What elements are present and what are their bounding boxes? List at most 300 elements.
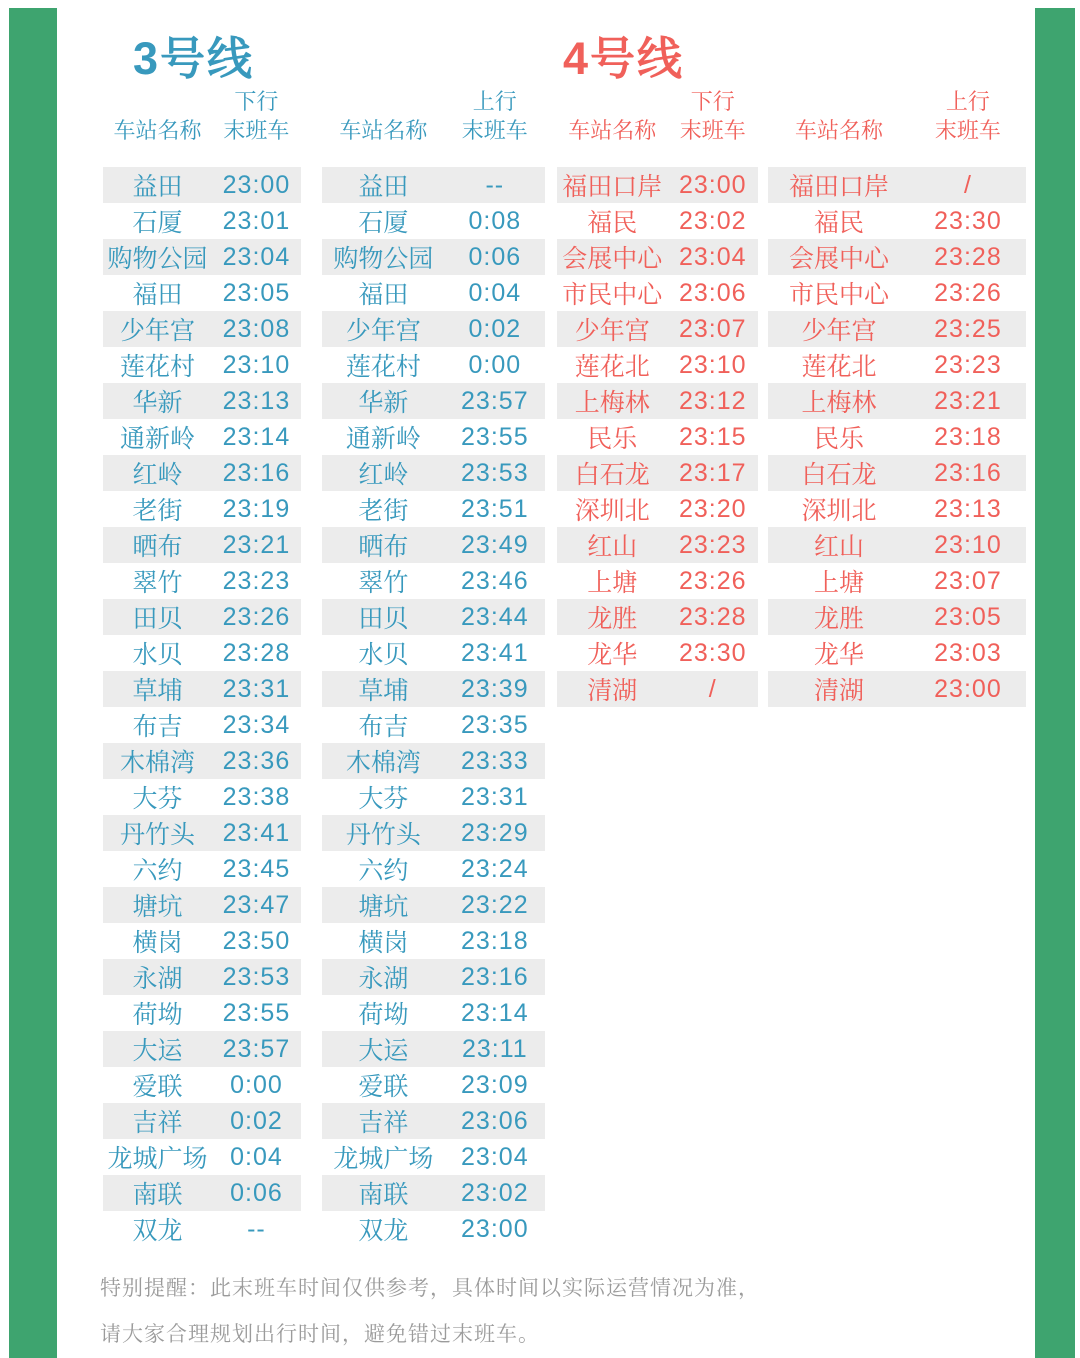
last-train-time: 23:04: [678, 242, 747, 271]
table-row: [768, 167, 1026, 203]
line4-down-table: [557, 85, 758, 707]
station-name: 上梅林: [801, 389, 877, 417]
table-row: [557, 311, 758, 347]
line4-up-table: [768, 85, 1026, 707]
station-name: 爱联: [358, 1073, 409, 1101]
last-train-time: 23:00: [678, 170, 747, 199]
station-name: 双龙: [358, 1217, 409, 1245]
station-name: 六约: [132, 857, 183, 885]
station-name: 莲花北: [574, 353, 650, 381]
station-column-header: 车站名称: [568, 117, 657, 143]
station-name: 龙胜: [813, 605, 864, 633]
table-row: [557, 419, 758, 455]
rows-container: [768, 167, 1026, 707]
line3-up-table: [322, 85, 545, 1247]
table-row: [322, 1031, 545, 1067]
last-train-time: 23:23: [222, 566, 291, 595]
last-train-time: 23:12: [678, 386, 747, 415]
last-train-time: 0:02: [230, 1106, 283, 1135]
table-row: [557, 635, 758, 671]
last-train-time: 23:41: [222, 818, 291, 847]
station-name: 丹竹头: [345, 821, 421, 849]
station-name: 横岗: [132, 929, 183, 957]
table-row: [103, 779, 301, 815]
direction-label: 下行: [234, 88, 279, 114]
table-row: [768, 239, 1026, 275]
station-name: 丹竹头: [119, 821, 195, 849]
last-train-time: 23:11: [461, 1034, 528, 1063]
station-name: 益田: [358, 173, 409, 201]
last-train-time: 23:44: [461, 602, 529, 631]
station-name: 六约: [358, 857, 409, 885]
last-train-time: 23:04: [461, 1142, 529, 1171]
last-train-time: 23:17: [678, 458, 747, 487]
last-train-time: 23:34: [222, 710, 291, 739]
last-train-time: 0:06: [230, 1178, 283, 1207]
station-name: 少年宫: [345, 317, 421, 345]
table-row: [768, 527, 1026, 563]
station-name: 水贝: [132, 641, 183, 669]
table-row: [103, 239, 301, 275]
last-train-time: 23:05: [222, 278, 291, 307]
last-train-time: 23:18: [934, 422, 1002, 451]
station-name: 市民中心: [562, 281, 663, 309]
line3-title: 3号线: [133, 33, 255, 84]
footer-notice-line2: 请大家合理规划出行时间，避免错过末班车。: [100, 1323, 540, 1346]
table-row: [557, 563, 758, 599]
station-name: 翠竹: [132, 569, 183, 597]
last-train-time: --: [247, 1214, 266, 1243]
table-row: [322, 1211, 545, 1247]
last-train-time: 23:04: [222, 242, 291, 271]
last-train-time: 23:53: [222, 962, 291, 991]
last-train-time: 23:16: [934, 458, 1002, 487]
station-name: 老街: [132, 497, 183, 525]
lasttrain-column-header: 末班车: [934, 117, 1001, 143]
station-name: 大芬: [132, 785, 183, 813]
table-header: [768, 85, 1026, 155]
last-train-time: 23:57: [461, 386, 529, 415]
last-train-time: 23:22: [461, 890, 529, 919]
station-name: 会展中心: [562, 245, 663, 273]
station-name: 少年宫: [801, 317, 877, 345]
station-name: 上塘: [813, 569, 864, 597]
station-name: 吉祥: [358, 1109, 409, 1137]
table-row: [768, 671, 1026, 707]
last-train-time: 23:39: [461, 674, 529, 703]
last-train-time: 23:30: [934, 206, 1002, 235]
last-train-time: 23:05: [934, 602, 1002, 631]
table-row: [322, 203, 545, 239]
lasttrain-column-header: 末班车: [461, 117, 528, 143]
last-train-time: 23:26: [678, 566, 747, 595]
last-train-time: 0:02: [468, 314, 522, 343]
rows-container: [103, 167, 301, 1247]
table-row: [768, 455, 1026, 491]
station-name: 福田: [358, 281, 409, 309]
green-border-left: [9, 8, 57, 1358]
table-row: [103, 815, 301, 851]
station-name: 深圳北: [801, 497, 877, 525]
footer-notice: [100, 1266, 960, 1358]
last-train-time: 23:16: [222, 458, 291, 487]
table-header: [322, 85, 545, 155]
table-row: [103, 383, 301, 419]
station-name: 福民: [813, 209, 864, 237]
last-train-time: 23:13: [222, 386, 291, 415]
station-name: 水贝: [358, 641, 409, 669]
last-train-time: 23:08: [222, 314, 291, 343]
last-train-time: 23:21: [934, 386, 1002, 415]
station-name: 购物公园: [107, 245, 208, 273]
table-row: [557, 455, 758, 491]
station-name: 大运: [358, 1037, 409, 1065]
last-train-time: 23:38: [222, 782, 291, 811]
last-train-time: 23:01: [222, 206, 291, 235]
station-name: 红岭: [132, 461, 183, 489]
station-name: 上梅林: [574, 389, 650, 417]
station-name: 红山: [813, 533, 864, 561]
last-train-time: 23:19: [222, 494, 291, 523]
table-row: [322, 923, 545, 959]
table-row: [103, 1031, 301, 1067]
station-name: 清湖: [813, 677, 864, 705]
station-name: 白石龙: [801, 461, 877, 489]
direction-label: 上行: [945, 88, 990, 114]
last-train-time: /: [708, 674, 717, 703]
station-name: 石厦: [358, 209, 409, 237]
station-name: 草埔: [132, 677, 183, 705]
last-train-time: 23:25: [934, 314, 1002, 343]
station-name: 购物公园: [333, 245, 434, 273]
station-name: 清湖: [587, 677, 638, 705]
table-row: [322, 599, 545, 635]
last-train-time: 23:02: [678, 206, 747, 235]
table-row: [103, 275, 301, 311]
table-row: [557, 671, 758, 707]
station-name: 龙城广场: [107, 1145, 208, 1173]
table-row: [322, 275, 545, 311]
footer-notice-line1: 特别提醒：此末班车时间仅供参考，具体时间以实际运营情况为准，: [100, 1277, 760, 1300]
station-name: 翠竹: [358, 569, 409, 597]
table-row: [103, 491, 301, 527]
table-row: [103, 311, 301, 347]
table-row: [322, 347, 545, 383]
lasttrain-column-header: 末班车: [679, 117, 746, 143]
station-name: 草埔: [358, 677, 409, 705]
station-name: 通新岭: [119, 425, 195, 453]
last-train-time: 23:15: [678, 422, 747, 451]
table-row: [103, 851, 301, 887]
table-row: [768, 311, 1026, 347]
station-name: 红岭: [358, 461, 409, 489]
last-train-time: 23:26: [222, 602, 291, 631]
table-row: [103, 527, 301, 563]
table-row: [322, 635, 545, 671]
table-row: [322, 1067, 545, 1103]
last-train-time: 23:51: [461, 494, 529, 523]
last-train-time: 23:47: [222, 890, 291, 919]
table-row: [103, 887, 301, 923]
table-row: [103, 959, 301, 995]
table-row: [322, 239, 545, 275]
table-row: [768, 563, 1026, 599]
station-name: 木棉湾: [345, 749, 421, 777]
station-name: 福民: [587, 209, 638, 237]
last-train-time: 23:14: [222, 422, 291, 451]
station-name: 晒布: [132, 533, 183, 561]
last-train-time: 0:04: [230, 1142, 283, 1171]
last-train-time: 23:28: [678, 602, 747, 631]
table-row: [322, 419, 545, 455]
last-train-time: 23:28: [934, 242, 1002, 271]
table-row: [768, 275, 1026, 311]
table-row: [103, 923, 301, 959]
table-row: [322, 887, 545, 923]
station-name: 华新: [358, 389, 409, 417]
rows-container: [557, 167, 758, 707]
station-name: 塘坑: [358, 893, 409, 921]
table-row: [103, 599, 301, 635]
last-train-time: 23:09: [461, 1070, 529, 1099]
table-row: [103, 347, 301, 383]
last-train-time: 23:20: [678, 494, 747, 523]
table-row: [557, 203, 758, 239]
last-train-time: 23:57: [222, 1034, 291, 1063]
table-row: [322, 851, 545, 887]
table-row: [103, 1211, 301, 1247]
last-train-time: 23:26: [934, 278, 1002, 307]
last-train-time: 23:18: [461, 926, 529, 955]
last-train-time: 23:10: [934, 530, 1002, 559]
direction-label: 下行: [690, 88, 735, 114]
station-name: 通新岭: [345, 425, 421, 453]
last-train-time: /: [963, 170, 972, 199]
last-train-time: 23:06: [678, 278, 747, 307]
table-row: [322, 563, 545, 599]
station-name: 南联: [358, 1181, 409, 1209]
last-train-time: --: [485, 170, 505, 199]
last-train-time: 23:21: [222, 530, 291, 559]
table-row: [557, 275, 758, 311]
table-row: [103, 1175, 301, 1211]
last-train-time: 23:29: [461, 818, 529, 847]
last-train-time: 23:07: [678, 314, 747, 343]
table-row: [322, 1103, 545, 1139]
station-name: 爱联: [132, 1073, 183, 1101]
station-name: 老街: [358, 497, 409, 525]
station-name: 少年宫: [119, 317, 195, 345]
lasttrain-column-header: 末班车: [223, 117, 290, 143]
table-row: [322, 455, 545, 491]
last-train-time: 23:06: [461, 1106, 529, 1135]
last-train-time: 23:49: [461, 530, 529, 559]
table-row: [557, 599, 758, 635]
station-name: 上塘: [587, 569, 638, 597]
station-name: 龙华: [813, 641, 864, 669]
station-name: 红山: [587, 533, 638, 561]
station-name: 莲花村: [119, 353, 195, 381]
station-name: 龙华: [587, 641, 638, 669]
direction-label: 上行: [472, 88, 517, 114]
rows-container: [322, 167, 545, 1247]
table-row: [322, 491, 545, 527]
table-row: [557, 383, 758, 419]
table-row: [103, 563, 301, 599]
station-name: 石厦: [132, 209, 183, 237]
station-name: 少年宫: [574, 317, 650, 345]
last-train-time: 23:07: [934, 566, 1002, 595]
station-name: 福田口岸: [562, 173, 663, 201]
last-train-time: 23:31: [461, 782, 529, 811]
table-header: [103, 85, 301, 155]
station-name: 永湖: [132, 965, 183, 993]
last-train-time: 23:50: [222, 926, 291, 955]
last-train-time: 23:00: [461, 1214, 529, 1243]
station-name: 会展中心: [788, 245, 889, 273]
last-train-time: 23:31: [222, 674, 291, 703]
last-train-time: 23:02: [461, 1178, 529, 1207]
last-train-time: 0:08: [468, 206, 522, 235]
table-row: [322, 383, 545, 419]
station-name: 木棉湾: [119, 749, 195, 777]
last-train-time: 23:33: [461, 746, 529, 775]
station-name: 福田口岸: [788, 173, 889, 201]
station-column-header: 车站名称: [339, 117, 428, 143]
station-name: 晒布: [358, 533, 409, 561]
table-row: [322, 167, 545, 203]
station-name: 荷坳: [358, 1001, 409, 1029]
last-train-time: 23:23: [678, 530, 747, 559]
table-row: [768, 383, 1026, 419]
last-train-time: 23:30: [678, 638, 747, 667]
station-name: 民乐: [587, 425, 638, 453]
table-row: [768, 635, 1026, 671]
last-train-time: 23:00: [934, 674, 1002, 703]
station-name: 华新: [132, 389, 183, 417]
station-name: 田贝: [132, 605, 183, 633]
last-train-time: 23:28: [222, 638, 291, 667]
last-train-time: 0:04: [468, 278, 522, 307]
station-name: 莲花村: [345, 353, 421, 381]
last-train-time: 23:13: [934, 494, 1002, 523]
last-train-time: 0:00: [468, 350, 522, 379]
station-name: 塘坑: [132, 893, 183, 921]
last-train-time: 23:10: [222, 350, 291, 379]
station-name: 莲花北: [801, 353, 877, 381]
table-row: [322, 707, 545, 743]
station-name: 双龙: [132, 1217, 183, 1245]
table-row: [557, 491, 758, 527]
table-row: [557, 527, 758, 563]
table-row: [557, 167, 758, 203]
table-row: [103, 455, 301, 491]
table-row: [557, 239, 758, 275]
table-row: [322, 671, 545, 707]
last-train-time: 23:36: [222, 746, 291, 775]
table-row: [557, 347, 758, 383]
table-row: [322, 1139, 545, 1175]
last-train-time: 23:00: [222, 170, 291, 199]
station-name: 益田: [132, 173, 183, 201]
station-name: 民乐: [813, 425, 864, 453]
table-row: [322, 779, 545, 815]
table-row: [322, 959, 545, 995]
station-name: 田贝: [358, 605, 409, 633]
last-train-time: 23:41: [461, 638, 529, 667]
station-name: 横岗: [358, 929, 409, 957]
table-row: [103, 743, 301, 779]
station-name: 南联: [132, 1181, 183, 1209]
table-row: [103, 995, 301, 1031]
station-column-header: 车站名称: [113, 117, 202, 143]
last-train-time: 23:16: [461, 962, 529, 991]
station-name: 市民中心: [788, 281, 889, 309]
station-name: 深圳北: [574, 497, 650, 525]
last-train-time: 0:00: [230, 1070, 283, 1099]
table-row: [768, 419, 1026, 455]
station-name: 布吉: [358, 713, 409, 741]
last-train-time: 23:24: [461, 854, 529, 883]
station-column-header: 车站名称: [794, 117, 883, 143]
table-row: [322, 527, 545, 563]
table-row: [103, 671, 301, 707]
station-name: 荷坳: [132, 1001, 183, 1029]
last-train-time: 0:06: [468, 242, 522, 271]
green-border-right: [1035, 8, 1075, 1358]
last-train-time: 23:14: [461, 998, 529, 1027]
last-train-time: 23:46: [461, 566, 529, 595]
station-name: 龙城广场: [333, 1145, 434, 1173]
station-name: 吉祥: [132, 1109, 183, 1137]
station-name: 永湖: [358, 965, 409, 993]
table-row: [103, 1103, 301, 1139]
last-train-time: 23:55: [461, 422, 529, 451]
table-row: [103, 203, 301, 239]
table-row: [322, 311, 545, 347]
last-train-time: 23:10: [678, 350, 747, 379]
table-row: [768, 347, 1026, 383]
table-row: [103, 167, 301, 203]
station-name: 白石龙: [574, 461, 650, 489]
table-header: [557, 85, 758, 155]
last-train-time: 23:45: [222, 854, 291, 883]
line4-title: 4号线: [563, 33, 685, 84]
table-row: [322, 815, 545, 851]
last-train-time: 23:03: [934, 638, 1002, 667]
line3-down-table: [103, 85, 301, 1247]
table-row: [322, 1175, 545, 1211]
station-name: 大芬: [358, 785, 409, 813]
table-row: [322, 743, 545, 779]
station-name: 福田: [132, 281, 183, 309]
last-train-time: 23:53: [461, 458, 529, 487]
table-row: [768, 491, 1026, 527]
table-row: [768, 599, 1026, 635]
station-name: 龙胜: [587, 605, 638, 633]
last-train-time: 23:23: [934, 350, 1002, 379]
table-row: [322, 995, 545, 1031]
last-train-time: 23:35: [461, 710, 529, 739]
table-row: [103, 635, 301, 671]
table-row: [103, 707, 301, 743]
table-row: [768, 203, 1026, 239]
table-row: [103, 1139, 301, 1175]
table-row: [103, 1067, 301, 1103]
station-name: 布吉: [132, 713, 183, 741]
table-row: [103, 419, 301, 455]
last-train-time: 23:55: [222, 998, 291, 1027]
